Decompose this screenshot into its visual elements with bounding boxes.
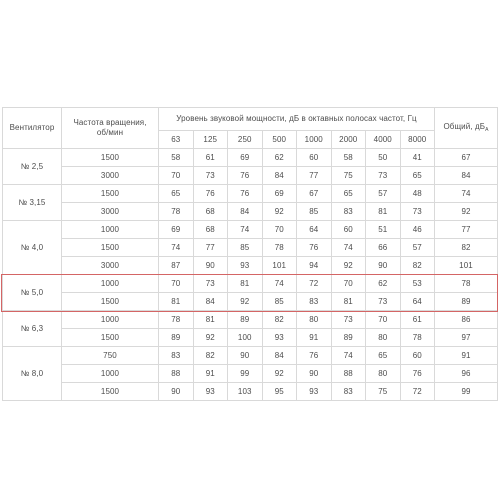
sound-level-cell: 88 bbox=[331, 365, 366, 383]
sound-level-cell: 83 bbox=[297, 293, 332, 311]
sound-level-cell: 77 bbox=[297, 167, 332, 185]
sound-level-cell: 92 bbox=[262, 203, 297, 221]
band-header: 63 bbox=[159, 131, 194, 149]
sound-level-cell: 70 bbox=[159, 167, 194, 185]
sound-level-cell: 74 bbox=[331, 347, 366, 365]
sound-level-cell: 73 bbox=[193, 275, 228, 293]
sound-level-cell: 81 bbox=[193, 311, 228, 329]
total-level-cell: 92 bbox=[435, 203, 498, 221]
sound-level-cell: 93 bbox=[297, 383, 332, 401]
sound-level-cell: 83 bbox=[331, 383, 366, 401]
fan-model-cell: № 4,0 bbox=[3, 221, 62, 275]
speed-cell: 1500 bbox=[62, 293, 159, 311]
sound-level-cell: 66 bbox=[366, 239, 401, 257]
sound-level-cell: 69 bbox=[228, 149, 263, 167]
header-total-label: Общий, дБ bbox=[443, 121, 486, 131]
band-header: 250 bbox=[228, 131, 263, 149]
sound-level-cell: 58 bbox=[159, 149, 194, 167]
sound-level-cell: 95 bbox=[262, 383, 297, 401]
table-row bbox=[3, 203, 498, 221]
band-header: 4000 bbox=[366, 131, 401, 149]
table-row bbox=[3, 149, 498, 167]
total-level-cell: 77 bbox=[435, 221, 498, 239]
sound-level-cell: 76 bbox=[228, 185, 263, 203]
sound-level-cell: 89 bbox=[331, 329, 366, 347]
table-row bbox=[3, 167, 498, 185]
sound-level-cell: 69 bbox=[159, 221, 194, 239]
sound-level-cell: 92 bbox=[228, 293, 263, 311]
sound-level-cell: 90 bbox=[366, 257, 401, 275]
speed-cell: 750 bbox=[62, 347, 159, 365]
total-level-cell: 91 bbox=[435, 347, 498, 365]
band-header: 125 bbox=[193, 131, 228, 149]
fan-model-cell: № 8,0 bbox=[3, 347, 62, 401]
sound-level-cell: 84 bbox=[262, 167, 297, 185]
sound-level-cell: 93 bbox=[262, 329, 297, 347]
spec-table-container bbox=[0, 107, 500, 401]
sound-level-cell: 91 bbox=[193, 365, 228, 383]
sound-level-cell: 65 bbox=[366, 347, 401, 365]
total-level-cell: 78 bbox=[435, 275, 498, 293]
sound-level-cell: 62 bbox=[366, 275, 401, 293]
total-level-cell: 99 bbox=[435, 383, 498, 401]
fan-model-cell: № 5,0 bbox=[3, 275, 62, 311]
total-level-cell: 97 bbox=[435, 329, 498, 347]
speed-cell: 1500 bbox=[62, 329, 159, 347]
table-row bbox=[3, 275, 498, 293]
sound-level-cell: 81 bbox=[228, 275, 263, 293]
sound-level-cell: 46 bbox=[400, 221, 435, 239]
sound-level-cell: 78 bbox=[159, 311, 194, 329]
total-level-cell: 101 bbox=[435, 257, 498, 275]
band-header: 8000 bbox=[400, 131, 435, 149]
sound-level-cell: 76 bbox=[400, 365, 435, 383]
fan-model-cell: № 2,5 bbox=[3, 149, 62, 185]
speed-cell: 1000 bbox=[62, 365, 159, 383]
sound-level-cell: 51 bbox=[366, 221, 401, 239]
sound-level-cell: 90 bbox=[228, 347, 263, 365]
sound-level-cell: 76 bbox=[297, 239, 332, 257]
sound-level-cell: 89 bbox=[228, 311, 263, 329]
sound-level-cell: 48 bbox=[400, 185, 435, 203]
sound-level-cell: 60 bbox=[297, 149, 332, 167]
sound-level-cell: 70 bbox=[366, 311, 401, 329]
sound-level-cell: 80 bbox=[366, 329, 401, 347]
sound-level-cell: 89 bbox=[159, 329, 194, 347]
sound-level-cell: 93 bbox=[193, 383, 228, 401]
speed-cell: 1000 bbox=[62, 275, 159, 293]
sound-level-cell: 41 bbox=[400, 149, 435, 167]
sound-level-cell: 91 bbox=[297, 329, 332, 347]
sound-level-cell: 69 bbox=[262, 185, 297, 203]
sound-level-cell: 78 bbox=[400, 329, 435, 347]
fan-model-cell: № 3,15 bbox=[3, 185, 62, 221]
sound-level-cell: 84 bbox=[262, 347, 297, 365]
sound-level-cell: 75 bbox=[366, 383, 401, 401]
table-row bbox=[3, 221, 498, 239]
sound-level-cell: 75 bbox=[331, 167, 366, 185]
speed-cell: 1500 bbox=[62, 149, 159, 167]
sound-level-cell: 57 bbox=[366, 185, 401, 203]
header-row-1 bbox=[3, 108, 498, 131]
sound-level-cell: 64 bbox=[400, 293, 435, 311]
sound-level-cell: 80 bbox=[297, 311, 332, 329]
header-total bbox=[435, 108, 498, 149]
total-level-cell: 96 bbox=[435, 365, 498, 383]
sound-level-cell: 76 bbox=[297, 347, 332, 365]
header-speed-line1: Частота вращения, bbox=[73, 118, 147, 127]
sound-level-cell: 65 bbox=[331, 185, 366, 203]
table-body bbox=[3, 149, 498, 401]
sound-level-cell: 93 bbox=[228, 257, 263, 275]
sound-level-cell: 84 bbox=[228, 203, 263, 221]
sound-level-cell: 78 bbox=[262, 239, 297, 257]
sound-level-cell: 72 bbox=[297, 275, 332, 293]
noise-spec-table bbox=[2, 107, 498, 401]
table-row bbox=[3, 329, 498, 347]
fan-model-cell: № 6,3 bbox=[3, 311, 62, 347]
sound-level-cell: 92 bbox=[193, 329, 228, 347]
sound-level-cell: 82 bbox=[262, 311, 297, 329]
speed-cell: 3000 bbox=[62, 203, 159, 221]
sound-level-cell: 99 bbox=[228, 365, 263, 383]
sound-level-cell: 101 bbox=[262, 257, 297, 275]
band-header: 1000 bbox=[297, 131, 332, 149]
sound-level-cell: 73 bbox=[193, 167, 228, 185]
sound-level-cell: 90 bbox=[297, 365, 332, 383]
sound-level-cell: 58 bbox=[331, 149, 366, 167]
sound-level-cell: 83 bbox=[331, 203, 366, 221]
sound-level-cell: 85 bbox=[228, 239, 263, 257]
header-speed bbox=[62, 108, 159, 149]
sound-level-cell: 60 bbox=[400, 347, 435, 365]
table-row bbox=[3, 293, 498, 311]
sound-level-cell: 70 bbox=[262, 221, 297, 239]
header-fan: Вентилятор bbox=[3, 108, 62, 149]
sound-level-cell: 57 bbox=[400, 239, 435, 257]
speed-cell: 1000 bbox=[62, 311, 159, 329]
band-header: 2000 bbox=[331, 131, 366, 149]
sound-level-cell: 76 bbox=[193, 185, 228, 203]
total-level-cell: 84 bbox=[435, 167, 498, 185]
sound-level-cell: 64 bbox=[297, 221, 332, 239]
sound-level-cell: 92 bbox=[331, 257, 366, 275]
header-speed-line2: об/мин bbox=[96, 128, 124, 137]
sound-level-cell: 68 bbox=[193, 203, 228, 221]
sound-level-cell: 81 bbox=[331, 293, 366, 311]
sound-level-cell: 70 bbox=[331, 275, 366, 293]
sound-level-cell: 73 bbox=[366, 167, 401, 185]
speed-cell: 1000 bbox=[62, 221, 159, 239]
sound-level-cell: 73 bbox=[331, 311, 366, 329]
table-row bbox=[3, 347, 498, 365]
sound-level-cell: 74 bbox=[228, 221, 263, 239]
sound-level-cell: 88 bbox=[159, 365, 194, 383]
sound-level-cell: 85 bbox=[262, 293, 297, 311]
speed-cell: 1500 bbox=[62, 383, 159, 401]
sound-level-cell: 67 bbox=[297, 185, 332, 203]
table-row bbox=[3, 365, 498, 383]
sound-level-cell: 87 bbox=[159, 257, 194, 275]
sound-level-cell: 81 bbox=[159, 293, 194, 311]
sound-level-cell: 77 bbox=[193, 239, 228, 257]
total-level-cell: 74 bbox=[435, 185, 498, 203]
sound-level-cell: 65 bbox=[159, 185, 194, 203]
total-level-cell: 86 bbox=[435, 311, 498, 329]
sound-level-cell: 100 bbox=[228, 329, 263, 347]
total-level-cell: 89 bbox=[435, 293, 498, 311]
sound-level-cell: 65 bbox=[400, 167, 435, 185]
sound-level-cell: 74 bbox=[331, 239, 366, 257]
sound-level-cell: 61 bbox=[193, 149, 228, 167]
sound-level-cell: 94 bbox=[297, 257, 332, 275]
sound-level-cell: 90 bbox=[159, 383, 194, 401]
sound-level-cell: 73 bbox=[400, 203, 435, 221]
band-header: 500 bbox=[262, 131, 297, 149]
sound-level-cell: 73 bbox=[366, 293, 401, 311]
sound-level-cell: 68 bbox=[193, 221, 228, 239]
sound-level-cell: 72 bbox=[400, 383, 435, 401]
table-row bbox=[3, 311, 498, 329]
sound-level-cell: 83 bbox=[159, 347, 194, 365]
speed-cell: 1500 bbox=[62, 239, 159, 257]
sound-level-cell: 53 bbox=[400, 275, 435, 293]
sound-level-cell: 50 bbox=[366, 149, 401, 167]
header-total-sub: A bbox=[485, 126, 489, 133]
speed-cell: 3000 bbox=[62, 257, 159, 275]
total-level-cell: 67 bbox=[435, 149, 498, 167]
table-row bbox=[3, 185, 498, 203]
sound-level-cell: 74 bbox=[159, 239, 194, 257]
sound-level-cell: 76 bbox=[228, 167, 263, 185]
sound-level-cell: 70 bbox=[159, 275, 194, 293]
table-row bbox=[3, 257, 498, 275]
header-power-title: Уровень звуковой мощности, дБ в октавных полосах частот, Гц bbox=[159, 108, 435, 131]
speed-cell: 1500 bbox=[62, 185, 159, 203]
sound-level-cell: 92 bbox=[262, 365, 297, 383]
sound-level-cell: 60 bbox=[331, 221, 366, 239]
sound-level-cell: 84 bbox=[193, 293, 228, 311]
table-row bbox=[3, 239, 498, 257]
sound-level-cell: 81 bbox=[366, 203, 401, 221]
table-row bbox=[3, 383, 498, 401]
sound-level-cell: 90 bbox=[193, 257, 228, 275]
sound-level-cell: 103 bbox=[228, 383, 263, 401]
sound-level-cell: 62 bbox=[262, 149, 297, 167]
sound-level-cell: 78 bbox=[159, 203, 194, 221]
sound-level-cell: 82 bbox=[193, 347, 228, 365]
speed-cell: 3000 bbox=[62, 167, 159, 185]
sound-level-cell: 74 bbox=[262, 275, 297, 293]
sound-level-cell: 82 bbox=[400, 257, 435, 275]
sound-level-cell: 85 bbox=[297, 203, 332, 221]
total-level-cell: 82 bbox=[435, 239, 498, 257]
sound-level-cell: 80 bbox=[366, 365, 401, 383]
sound-level-cell: 61 bbox=[400, 311, 435, 329]
